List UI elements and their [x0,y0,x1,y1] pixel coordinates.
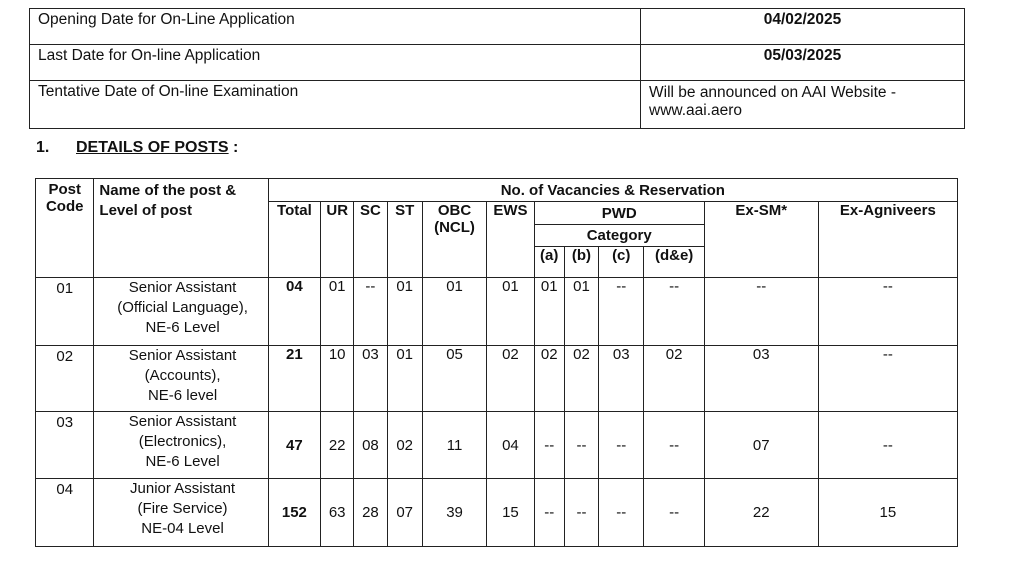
pwd-a-header: (a) [534,247,564,278]
sc-header: SC [354,202,387,278]
website-link[interactable]: www.aai.aero [649,102,743,119]
pwd-b-cell: 02 [564,346,598,412]
date-label: Last Date for On-line Application [30,45,641,81]
posts-table [35,178,958,547]
post-name: Senior Assistant (Electronics), NE-6 Level [94,412,268,479]
pwd-header: PWD [534,202,704,225]
obc-cell: 05 [422,346,486,412]
ur-cell: 22 [321,412,354,479]
ews-header: EWS [487,202,534,278]
pwd-b-header: (b) [564,247,598,278]
date-row [30,81,965,129]
date-label: Opening Date for On-Line Application [30,9,641,45]
pwd-de-cell: -- [644,479,704,547]
pwd-b-cell: -- [564,412,598,479]
date-value: 04/02/2025 [641,9,965,45]
exagniveers-cell: -- [818,278,957,346]
ur-cell: 01 [321,278,354,346]
pwd-b-cell: 01 [564,278,598,346]
pwd-a-cell: -- [534,479,564,547]
pwd-de-cell: 02 [644,346,704,412]
pwd-a-cell: -- [534,412,564,479]
post-name: Senior Assistant (Accounts), NE-6 level [94,346,268,412]
important-dates-table [29,8,965,129]
date-value: 05/03/2025 [641,45,965,81]
pwd-c-cell: 03 [599,346,644,412]
pwd-c-header: (c) [599,247,644,278]
st-cell: 01 [387,346,422,412]
pwd-b-cell: -- [564,479,598,547]
sc-cell: 08 [354,412,387,479]
sc-cell: -- [354,278,387,346]
post-name: Junior Assistant (Fire Service) NE-04 Level [94,479,268,547]
table-row [36,278,958,346]
sc-cell: 28 [354,479,387,547]
ur-cell: 63 [321,479,354,547]
post-name-header: Name of the post & Level of post [94,179,268,278]
post-code: 02 [36,346,94,412]
obc-cell: 01 [422,278,486,346]
sc-cell: 03 [354,346,387,412]
pwd-c-cell: -- [599,278,644,346]
date-row [30,45,965,81]
total-cell: 21 [268,346,320,412]
exsm-cell: 22 [704,479,818,547]
post-code-header: Post Code [36,179,94,278]
pwd-de-cell: -- [644,412,704,479]
exagniveers-cell: -- [818,412,957,479]
exsm-header: Ex-SM* [704,202,818,278]
table-row [36,412,958,479]
ur-cell: 10 [321,346,354,412]
st-cell: 02 [387,412,422,479]
exagniveers-cell: -- [818,346,957,412]
exagniveers-cell: 15 [818,479,957,547]
pwd-c-cell: -- [599,412,644,479]
ews-cell: 15 [487,479,534,547]
ews-cell: 01 [487,278,534,346]
obc-cell: 11 [422,412,486,479]
vacancies-header: No. of Vacancies & Reservation [268,179,957,202]
section-title: DETAILS OF POSTS [76,139,229,156]
exsm-cell: -- [704,278,818,346]
pwd-a-cell: 01 [534,278,564,346]
pwd-de-cell: -- [644,278,704,346]
date-row [30,9,965,45]
section-number: 1. [36,139,50,156]
date-label: Tentative Date of On-line Examination [30,81,641,129]
post-name: Senior Assistant (Official Language), NE-6 Level [94,278,268,346]
total-cell: 47 [268,412,320,479]
ews-cell: 04 [487,412,534,479]
exsm-cell: 07 [704,412,818,479]
pwd-c-cell: -- [599,479,644,547]
obc-cell: 39 [422,479,486,547]
total-cell: 152 [268,479,320,547]
ur-header: UR [321,202,354,278]
section-heading [36,139,238,157]
obc-header: OBC (NCL) [422,202,486,278]
section-colon: : [228,139,239,156]
st-header: ST [387,202,422,278]
post-code: 03 [36,412,94,479]
total-header: Total [268,202,320,278]
table-row [36,346,958,412]
st-cell: 07 [387,479,422,547]
total-cell: 04 [268,278,320,346]
st-cell: 01 [387,278,422,346]
category-header: Category [534,225,704,247]
post-code: 01 [36,278,94,346]
pwd-de-header: (d&e) [644,247,704,278]
ews-cell: 02 [487,346,534,412]
date-value-line: Will be announced on AAI Website - [649,84,896,101]
table-row [36,479,958,547]
date-value [641,81,965,129]
post-code: 04 [36,479,94,547]
exsm-cell: 03 [704,346,818,412]
exagniveers-header: Ex-Agniveers [818,202,957,278]
pwd-a-cell: 02 [534,346,564,412]
